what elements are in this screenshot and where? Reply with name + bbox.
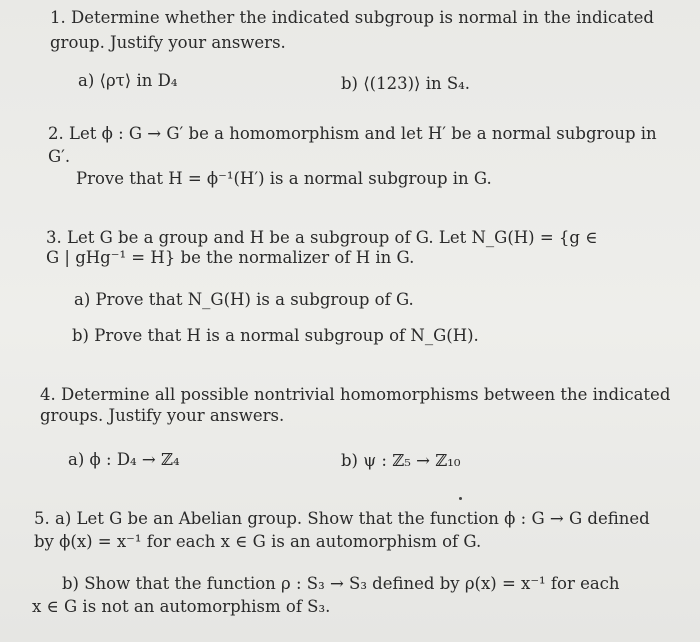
problem-1-part-b: b) ⟨(123)⟩ in S₄. — [341, 74, 471, 93]
problem-2-line-3: Prove that H = ϕ⁻¹(H′) is a normal subgroup in G. — [76, 169, 492, 188]
problem-1-line-1: 1. Determine whether the indicated subgroup is normal in the indicated — [50, 8, 654, 27]
problem-5-part-b-line-1: b) Show that the function ρ : S₃ → S₃ defined by ρ(x) = x⁻¹ for each — [62, 574, 620, 593]
paper-speck — [459, 497, 462, 500]
problem-2-line-2: G′. — [48, 147, 71, 166]
problem-3-part-b: b) Prove that H is a normal subgroup of N_G(H). — [72, 326, 479, 345]
problem-4-part-a: a) ϕ : D₄ → ℤ₄ — [68, 450, 180, 469]
problem-5-line-1: 5. a) Let G be an Abelian group. Show that the function ϕ : G → G defined — [34, 509, 650, 528]
problem-5-line-2: by ϕ(x) = x⁻¹ for each x ∈ G is an automorphism of G. — [34, 532, 482, 551]
problem-3-line-2: G | gHg⁻¹ = H} be the normalizer of H in G. — [46, 248, 415, 267]
problem-5-part-b-line-2: x ∈ G is not an automorphism of S₃. — [32, 597, 331, 616]
problem-1-line-2: group. Justify your answers. — [50, 33, 286, 52]
problem-4-line-1: 4. Determine all possible nontrivial homomorphisms between the indicated — [40, 385, 671, 404]
problem-4-part-b: b) ψ : ℤ₅ → ℤ₁₀ — [341, 451, 461, 470]
problem-3-line-1: 3. Let G be a group and H be a subgroup of G. Let N_G(H) = {g ∈ — [46, 228, 598, 247]
problem-4-line-2: groups. Justify your answers. — [40, 406, 285, 425]
problem-1-part-a: a) ⟨ρτ⟩ in D₄ — [78, 71, 178, 90]
problem-2-line-1: 2. Let ϕ : G → G′ be a homomorphism and let H′ be a normal subgroup in — [48, 124, 657, 143]
problem-3-part-a: a) Prove that N_G(H) is a subgroup of G. — [74, 290, 414, 309]
